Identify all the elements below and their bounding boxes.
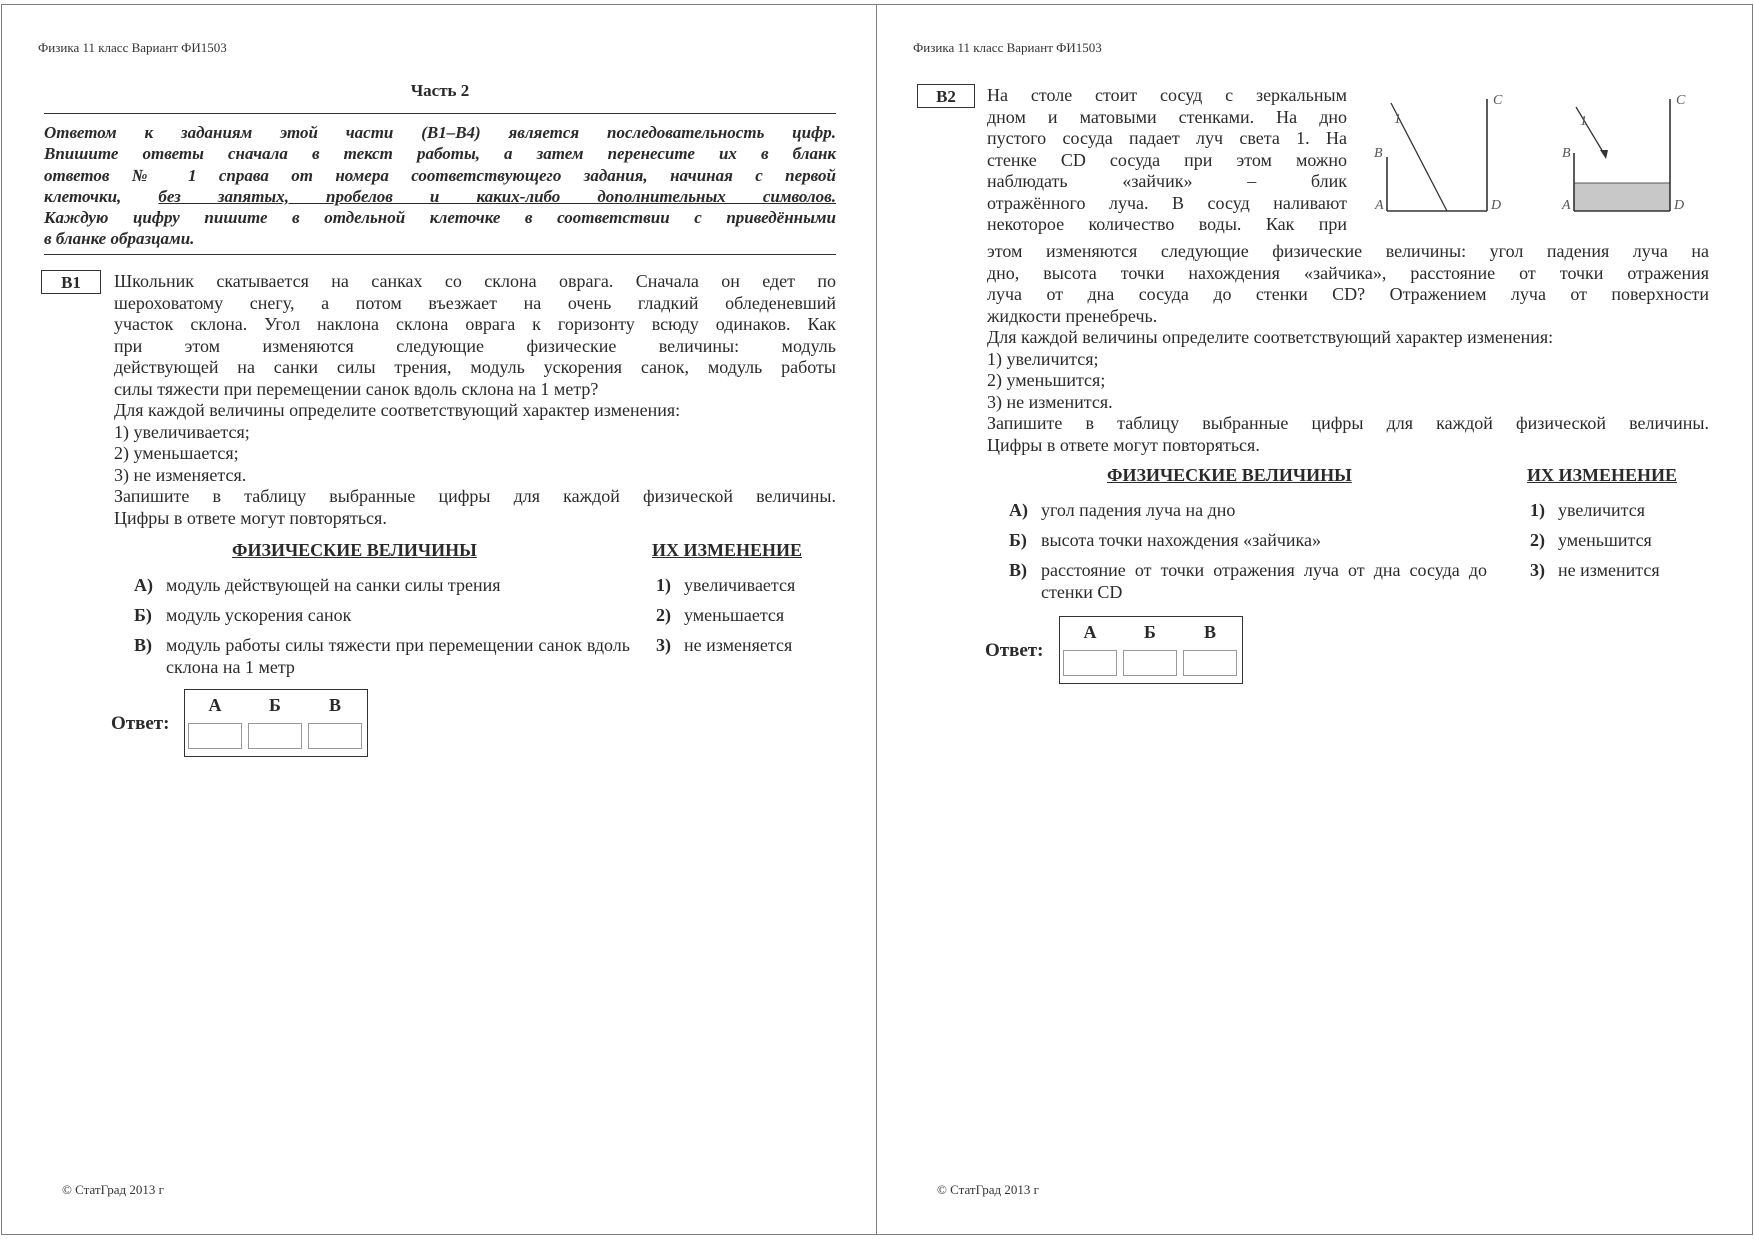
item-letter: Б) xyxy=(134,605,152,625)
instruction-text: клеточки, xyxy=(44,186,159,206)
b2-line: этом изменяются следующие физические величины: угол падения луча на xyxy=(987,241,1709,261)
answer-column-v: В xyxy=(328,695,341,715)
option-text: не изменится xyxy=(1558,560,1660,580)
b2-item-b xyxy=(1009,530,1487,552)
b1-option-3 xyxy=(656,635,792,657)
item-letter: В) xyxy=(134,635,152,655)
footer-copyright: © СтатГрад 2013 г xyxy=(937,1182,1039,1197)
item-text: высота точки нахождения «зайчика» xyxy=(1041,530,1322,550)
b1-item-v xyxy=(134,635,630,679)
item-text: угол падения луча на дно xyxy=(1041,500,1236,520)
b2-line: 2) уменьшится; xyxy=(987,370,1106,390)
part-title: Часть 2 xyxy=(410,81,470,100)
answer-cell-b[interactable] xyxy=(1123,650,1177,676)
figure-vessel-with-water xyxy=(1552,87,1702,217)
page-right xyxy=(877,4,1753,1235)
option-number: 1) xyxy=(1530,500,1545,520)
figure-label-ray: 1 xyxy=(1580,114,1587,129)
figure-label-d: D xyxy=(1491,198,1502,213)
instruction-line: Каждую цифру пишите в отдельной клеточке в соответствии с приведёнными xyxy=(44,208,836,228)
figure-empty-vessel xyxy=(1367,87,1507,217)
b2-line: 3) не изменится. xyxy=(987,391,1113,412)
instructions xyxy=(44,122,836,250)
page-left xyxy=(1,4,877,1235)
b1-option-2 xyxy=(656,605,784,627)
instruction-line: ответов № 1 справа от номера соответствующего задания, начиная с первой xyxy=(44,165,836,185)
b2-column-quantities: ФИЗИЧЕСКИЕ ВЕЛИЧИНЫ xyxy=(1107,465,1352,485)
b2-line: Запишите в таблицу выбранные цифры для каждой физической величины. xyxy=(987,413,1709,433)
b1-text xyxy=(114,271,836,529)
b1-option-1 xyxy=(656,575,795,597)
answer-column-b: Б xyxy=(1144,622,1156,642)
answer-cell-a[interactable] xyxy=(188,723,242,749)
option-number: 2) xyxy=(656,605,671,625)
instruction-line: Впишите ответы сначала в текст работы, а затем перенесите их в бланк xyxy=(44,144,836,164)
running-header: Физика 11 класс Вариант ФИ1503 xyxy=(913,40,1102,55)
bottom-rule xyxy=(44,254,836,255)
b1-line: действующей на санки силы трения, модуль ускорения санок, модуль работы xyxy=(114,357,836,377)
top-rule xyxy=(44,113,836,114)
b2-answer-table xyxy=(1059,616,1243,684)
item-letter: Б) xyxy=(1009,530,1027,550)
instruction-line: в бланке образцами. xyxy=(44,229,195,249)
b2-line: 1) увеличится; xyxy=(987,348,1099,369)
answer-column-v: В xyxy=(1203,622,1216,642)
instruction-line xyxy=(44,186,836,207)
b2-intro-line: пустого сосуда падает луч света 1. На xyxy=(987,128,1347,148)
b2-intro xyxy=(987,85,1347,236)
figure-label-ray: 1 xyxy=(1394,112,1401,127)
b2-line: Цифры в ответе могут повторяться. xyxy=(987,434,1260,455)
item-letter: А) xyxy=(1009,500,1028,520)
b2-option-1 xyxy=(1530,500,1645,522)
answer-cell-v[interactable] xyxy=(308,723,362,749)
question-label-b1: В1 xyxy=(41,270,101,294)
b1-line: 3) не изменяется. xyxy=(114,464,247,485)
figure-label-b: B xyxy=(1562,146,1571,161)
item-letter: А) xyxy=(134,575,153,595)
b1-line: участок склона. Угол наклона склона оврага к горизонту всюду одинаков. Как xyxy=(114,314,836,334)
b1-column-quantities: ФИЗИЧЕСКИЕ ВЕЛИЧИНЫ xyxy=(232,540,477,560)
option-text: увеличивается xyxy=(684,575,796,595)
b2-intro-line: стенке CD сосуда при этом можно xyxy=(987,149,1347,170)
b1-answer-table xyxy=(184,689,368,757)
water-fill xyxy=(1574,183,1670,211)
option-number: 1) xyxy=(656,575,671,595)
b2-intro-line: некоторое количество воды. Как при xyxy=(987,214,1347,234)
b2-intro-line: наблюдать «зайчик» – блик xyxy=(987,171,1347,191)
answer-cell-v[interactable] xyxy=(1183,650,1237,676)
option-text: уменьшится xyxy=(1558,530,1652,550)
answer-column-a: А xyxy=(208,695,222,715)
figure-label-a: A xyxy=(1562,198,1571,213)
b2-item-v xyxy=(1009,560,1487,604)
answer-cell-a[interactable] xyxy=(1063,650,1117,676)
item-text: модуль действующей на санки силы трения xyxy=(166,575,501,595)
option-number: 3) xyxy=(656,635,671,655)
b1-line: Для каждой величины определите соответствующий характер изменения: xyxy=(114,400,681,420)
b2-option-3 xyxy=(1530,560,1660,582)
b2-intro-line: дном и матовыми стенками. На дно xyxy=(987,106,1347,127)
answer-column-b: Б xyxy=(269,695,281,715)
question-label-b2: В2 xyxy=(917,84,975,108)
b1-line: Цифры в ответе могут повторяться. xyxy=(114,507,387,528)
item-text: модуль работы силы тяжести при перемещении санок вдоль склона на 1 метр xyxy=(166,635,630,677)
figure-label-a: A xyxy=(1375,198,1384,213)
b2-column-changes: ИХ ИЗМЕНЕНИЕ xyxy=(1527,465,1678,485)
footer-copyright: © СтатГрад 2013 г xyxy=(62,1182,164,1197)
option-text: увеличится xyxy=(1558,500,1646,520)
b1-line: силы тяжести при перемещении санок вдоль склона на 1 метр? xyxy=(114,378,599,399)
running-header: Физика 11 класс Вариант ФИ1503 xyxy=(38,40,227,55)
b1-line: шероховатому снегу, а потом въезжает на очень гладкий обледеневший xyxy=(114,292,836,313)
figure-label-c: C xyxy=(1493,93,1503,108)
item-letter: В) xyxy=(1009,560,1027,580)
b2-option-2 xyxy=(1530,530,1652,552)
b2-intro-line: На столе стоит сосуд с зеркальным xyxy=(987,85,1347,105)
option-text: не изменяется xyxy=(684,635,793,655)
item-text: модуль ускорения санок xyxy=(166,605,352,625)
b1-line: Школьник скатывается на санках со склона оврага. Сначала он едет по xyxy=(114,271,836,291)
option-text: уменьшается xyxy=(684,605,785,625)
b1-line: при этом изменяются следующие физические величины: модуль xyxy=(114,335,836,356)
b2-line: жидкости пренебречь. xyxy=(987,305,1158,326)
b2-line: Для каждой величины определите соответствующий характер изменения: xyxy=(987,327,1554,347)
figure-label-c: C xyxy=(1676,93,1686,108)
option-number: 2) xyxy=(1530,530,1545,550)
figure-label-b: B xyxy=(1374,146,1383,161)
b1-line: 1) увеличивается; xyxy=(114,421,250,442)
instruction-line: Ответом к заданиям этой части (В1–В4) является последовательность цифр. xyxy=(44,123,836,142)
b2-text xyxy=(987,241,1709,456)
b2-item-a xyxy=(1009,500,1487,522)
figure-label-d: D xyxy=(1674,198,1685,213)
b2-line: дно, высота точки нахождения «зайчика», расстояние от точки отражения xyxy=(987,262,1709,283)
b1-line: Запишите в таблицу выбранные цифры для каждой физической величины. xyxy=(114,486,836,506)
b1-item-b xyxy=(134,605,630,627)
instruction-underlined: без запятых, пробелов и каких-либо дополнительных символов. xyxy=(158,186,836,206)
option-number: 3) xyxy=(1530,560,1545,580)
b2-intro-line: отражённого луча. В сосуд наливают xyxy=(987,192,1347,213)
b2-line: луча от дна сосуда до стенки CD? Отражением луча от поверхности xyxy=(987,284,1709,304)
answer-column-a: А xyxy=(1083,622,1097,642)
answer-cell-b[interactable] xyxy=(248,723,302,749)
b1-column-changes: ИХ ИЗМЕНЕНИЕ xyxy=(652,540,803,560)
b1-item-a xyxy=(134,575,630,597)
b1-answer-label: Ответ: xyxy=(111,713,170,734)
b2-answer-label: Ответ: xyxy=(985,640,1044,661)
item-text: расстояние от точки отражения луча от дна сосуда до стенки CD xyxy=(1041,560,1487,602)
b1-line: 2) уменьшается; xyxy=(114,443,239,463)
